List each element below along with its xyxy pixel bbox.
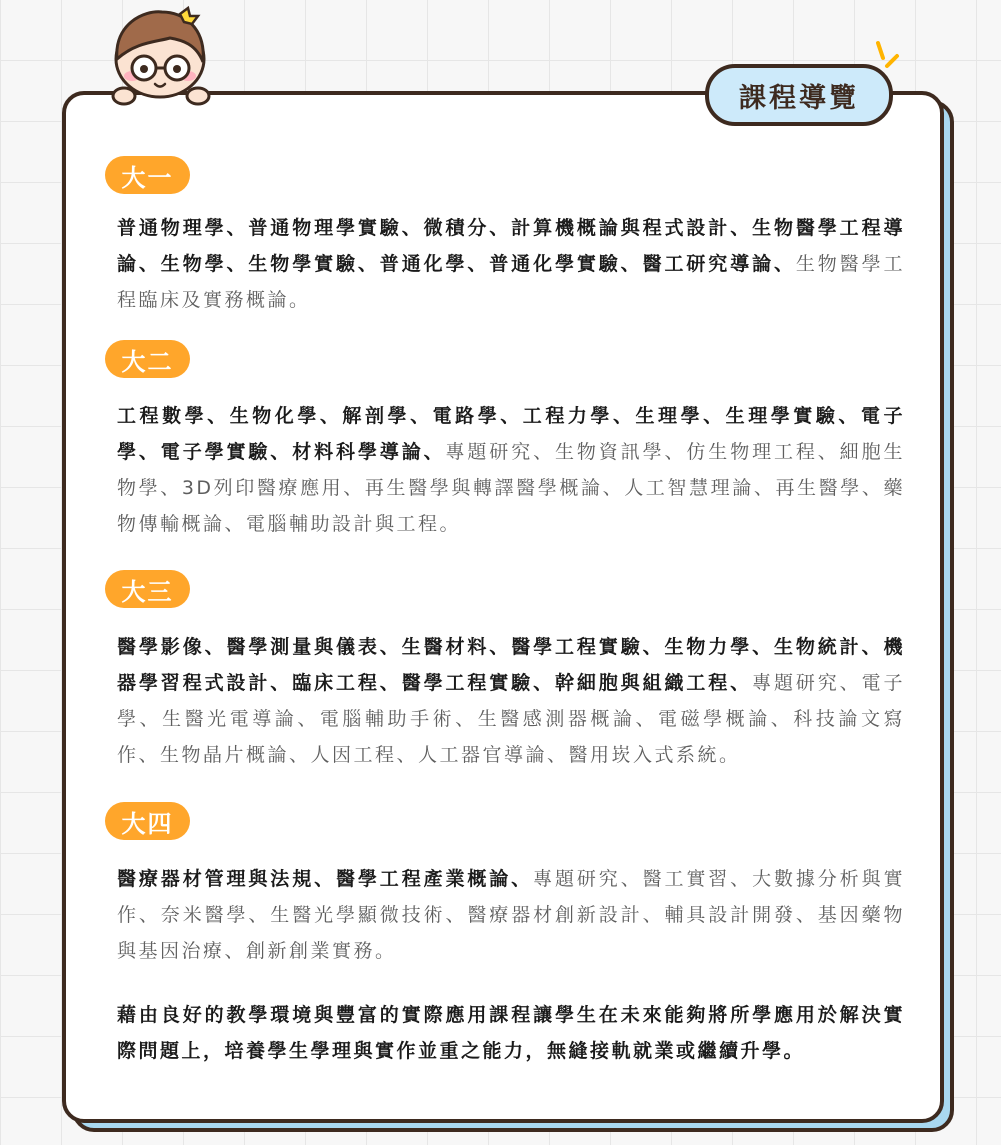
closing-statement: 藉由良好的教學環境與豐富的實際應用課程讓學生在未來能夠將所學應用於解決實際問題上，培養學生學理與實作並重之能力，無縫接軌就業或繼續升學。 — [117, 1004, 905, 1062]
elective-courses: 專題研究、生物資訊學、仿生物理工程、細胞生物學、3D列印醫療應用、再生醫學與轉譯醫學概論、人工智慧理論、再生醫學、藥物傳輸概論、電腦輔助設計與工程。 — [117, 441, 905, 535]
page-title: 課程導覽 — [705, 64, 893, 126]
year-1-courses — [117, 210, 905, 318]
year-badge-2: 大二 — [105, 340, 190, 378]
required-courses: 醫學影像、醫學測量與儀表、生醫材料、醫學工程實驗、生物力學、生物統計、機器學習程式設計、臨床工程、醫學工程實驗、幹細胞與組織工程、 — [117, 636, 905, 694]
year-4-courses — [117, 861, 905, 969]
year-badge-4: 大四 — [105, 802, 190, 840]
required-courses: 普通物理學、普通物理學實驗、微積分、計算機概論與程式設計、生物醫學工程導論、生物學、生物學實驗、普通化學、普通化學實驗、醫工研究導論、 — [117, 217, 905, 275]
year-2-courses — [117, 398, 905, 542]
cartoon-girl-with-glasses-icon — [104, 4, 216, 106]
year-3-courses — [117, 629, 905, 773]
year-badge-3: 大三 — [105, 570, 190, 608]
elective-courses: 生物醫學工程臨床及實務概論。 — [117, 253, 905, 311]
year-badge-1: 大一 — [105, 156, 190, 194]
elective-courses: 專題研究、電子學、生醫光電導論、電腦輔助手術、生醫感測器概論、電磁學概論、科技論文寫作、生物晶片概論、人因工程、人工器官導論、醫用崁入式系統。 — [117, 672, 905, 766]
required-courses: 醫療器材管理與法規、醫學工程產業概論、 — [117, 868, 534, 890]
required-courses: 工程數學、生物化學、解剖學、電路學、工程力學、生理學、生理學實驗、電子學、電子學實驗、材料科學導論、 — [117, 405, 905, 463]
elective-courses: 專題研究、醫工實習、大數據分析與實作、奈米醫學、生醫光學顯微技術、醫療器材創新設計、輔具設計開發、基因藥物與基因治療、創新創業實務。 — [117, 868, 905, 962]
